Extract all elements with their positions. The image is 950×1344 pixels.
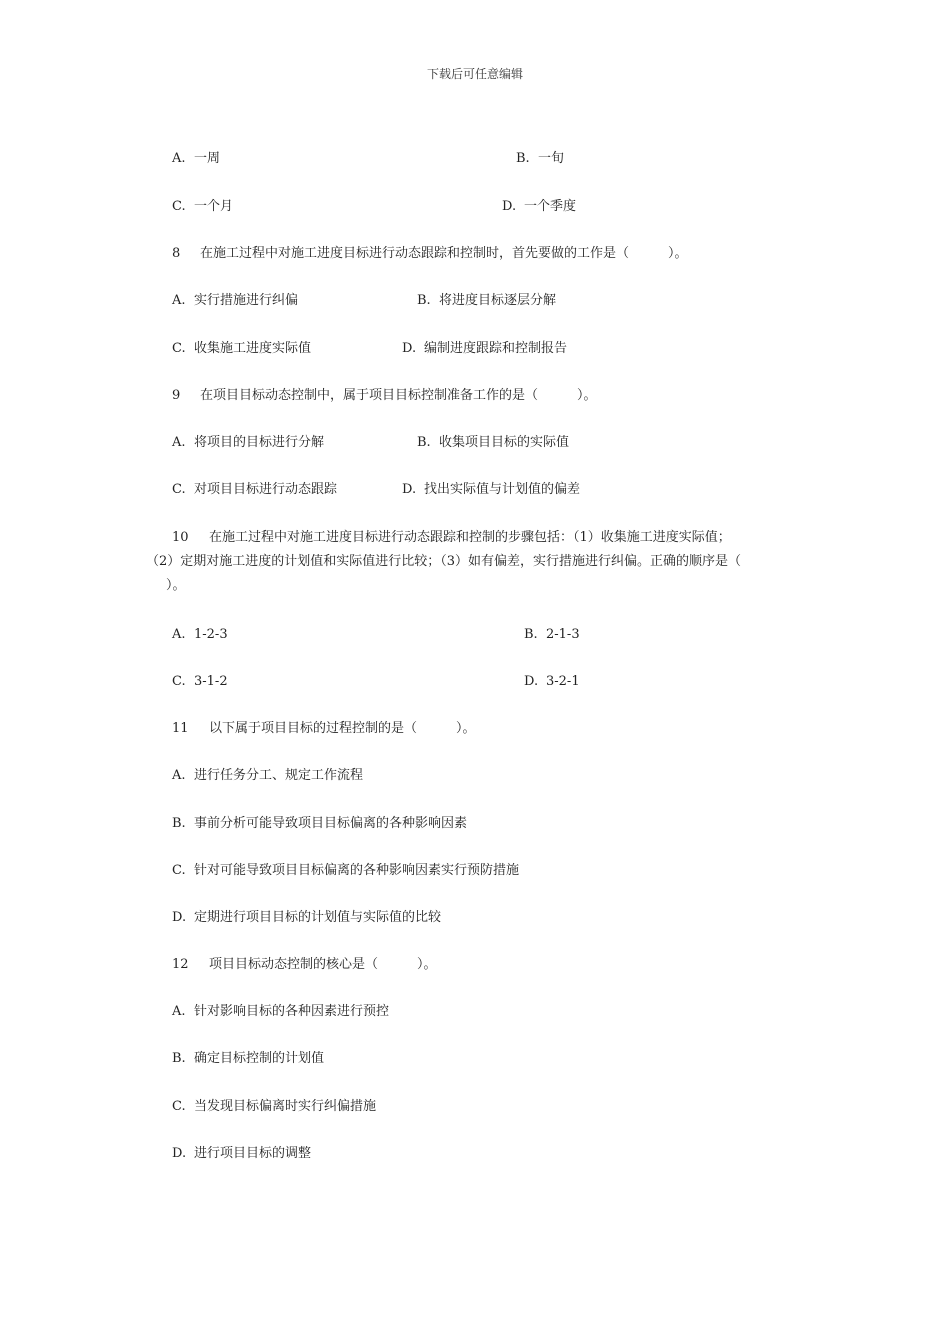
option-text: 当发现目标偏离时实行纠偏措施 <box>194 1099 377 1114</box>
q10-option-a <box>172 627 228 643</box>
option-letter: A. <box>172 627 186 642</box>
option-letter: C. <box>172 1099 186 1114</box>
option-text: 一个月 <box>194 199 234 214</box>
q10-option-b <box>524 627 580 643</box>
q10-stem-line3: ）。 <box>166 578 186 593</box>
q11-stem <box>172 721 476 737</box>
option-letter: D. <box>172 910 187 925</box>
q9-option-c <box>172 482 337 498</box>
option-text: 2-1-3 <box>546 627 580 642</box>
q7-option-b <box>516 151 564 167</box>
option-letter: D. <box>172 1146 187 1161</box>
option-text: 3-1-2 <box>194 674 228 689</box>
q12-stem <box>172 957 437 973</box>
page-header: 下载后可任意编辑 <box>426 67 523 81</box>
option-letter: A. <box>172 768 186 783</box>
option-text: 将项目的目标进行分解 <box>194 435 325 450</box>
option-text: 确定目标控制的计划值 <box>194 1051 325 1066</box>
option-text: 定期进行项目目标的计划值与实际值的比较 <box>194 910 442 925</box>
option-letter: C. <box>172 863 186 878</box>
option-text: 编制进度跟踪和控制报告 <box>424 341 568 356</box>
q12-option-c <box>172 1099 376 1115</box>
q10-stem-line1 <box>172 530 731 546</box>
option-text: 进行项目目标的调整 <box>194 1146 312 1161</box>
q9-option-a <box>172 435 324 451</box>
option-letter: D. <box>402 341 417 356</box>
option-text: 找出实际值与计划值的偏差 <box>424 482 581 497</box>
question-text: 项目目标动态控制的核心是（ ）。 <box>209 957 437 972</box>
option-letter: B. <box>172 816 186 831</box>
q9-option-d <box>402 482 580 498</box>
option-letter: A. <box>172 435 186 450</box>
question-text: 在施工过程中对施工进度目标进行动态跟踪和控制时，首先要做的工作是（ ）。 <box>200 246 688 261</box>
option-letter: B. <box>524 627 538 642</box>
option-text: 进行任务分工、规定工作流程 <box>194 768 364 783</box>
q12-option-d <box>172 1146 311 1162</box>
option-text: 针对影响目标的各种因素进行预控 <box>194 1004 390 1019</box>
question-number: 11 <box>172 721 189 736</box>
option-letter: D. <box>524 674 539 689</box>
q9-option-b <box>417 435 569 451</box>
option-text: 针对可能导致项目目标偏离的各种影响因素实行预防措施 <box>194 863 520 878</box>
option-letter: C. <box>172 341 186 356</box>
option-text: 将进度目标逐层分解 <box>439 293 557 308</box>
q11-option-b <box>172 816 467 832</box>
q8-option-a <box>172 293 298 309</box>
q11-option-a <box>172 768 363 784</box>
q8-option-b <box>417 293 556 309</box>
option-letter: D. <box>402 482 417 497</box>
q10-option-d <box>524 674 580 690</box>
q12-option-a <box>172 1004 389 1020</box>
question-number: 8 <box>172 246 181 261</box>
q8-stem <box>172 246 688 262</box>
q8-option-c <box>172 341 311 357</box>
q9-stem <box>172 388 597 404</box>
q8-option-d <box>402 341 567 357</box>
q11-option-d <box>172 910 441 926</box>
q7-option-c <box>172 199 233 215</box>
q11-option-c <box>172 863 519 879</box>
option-letter: B. <box>417 435 431 450</box>
option-text: 事前分析可能导致项目目标偏离的各种影响因素 <box>194 816 468 831</box>
question-text: 以下属于项目目标的过程控制的是（ ）。 <box>209 721 476 736</box>
question-text: 在项目目标动态控制中，属于项目目标控制准备工作的是（ ）。 <box>200 388 597 403</box>
question-number: 12 <box>172 957 189 972</box>
question-number: 9 <box>172 388 181 403</box>
option-text: 1-2-3 <box>194 627 228 642</box>
option-text: 收集项目目标的实际值 <box>439 435 570 450</box>
option-text: 对项目目标进行动态跟踪 <box>194 482 338 497</box>
option-text: 一旬 <box>538 151 565 166</box>
question-text: 在施工过程中对施工进度目标进行动态跟踪和控制的步骤包括：（1）收集施工进度实际值； <box>209 530 731 545</box>
q7-option-a <box>172 151 220 167</box>
option-letter: C. <box>172 674 186 689</box>
q7-option-d <box>502 199 576 215</box>
option-letter: C. <box>172 199 186 214</box>
option-letter: B. <box>172 1051 186 1066</box>
option-text: 一个季度 <box>524 199 577 214</box>
question-number: 10 <box>172 530 189 545</box>
option-letter: B. <box>417 293 431 308</box>
option-letter: D. <box>502 199 517 214</box>
q12-option-b <box>172 1051 324 1067</box>
option-letter: C. <box>172 482 186 497</box>
option-letter: A. <box>172 293 186 308</box>
option-text: 一周 <box>194 151 221 166</box>
option-letter: A. <box>172 151 186 166</box>
option-letter: B. <box>516 151 530 166</box>
option-text: 3-2-1 <box>546 674 580 689</box>
option-text: 实行措施进行纠偏 <box>194 293 299 308</box>
option-letter: A. <box>172 1004 186 1019</box>
q10-stem-line2: （2）定期对施工进度的计划值和实际值进行比较；（3）如有偏差，实行措施进行纠偏。正确的顺序是（ <box>146 554 742 569</box>
q10-option-c <box>172 674 228 690</box>
option-text: 收集施工进度实际值 <box>194 341 312 356</box>
